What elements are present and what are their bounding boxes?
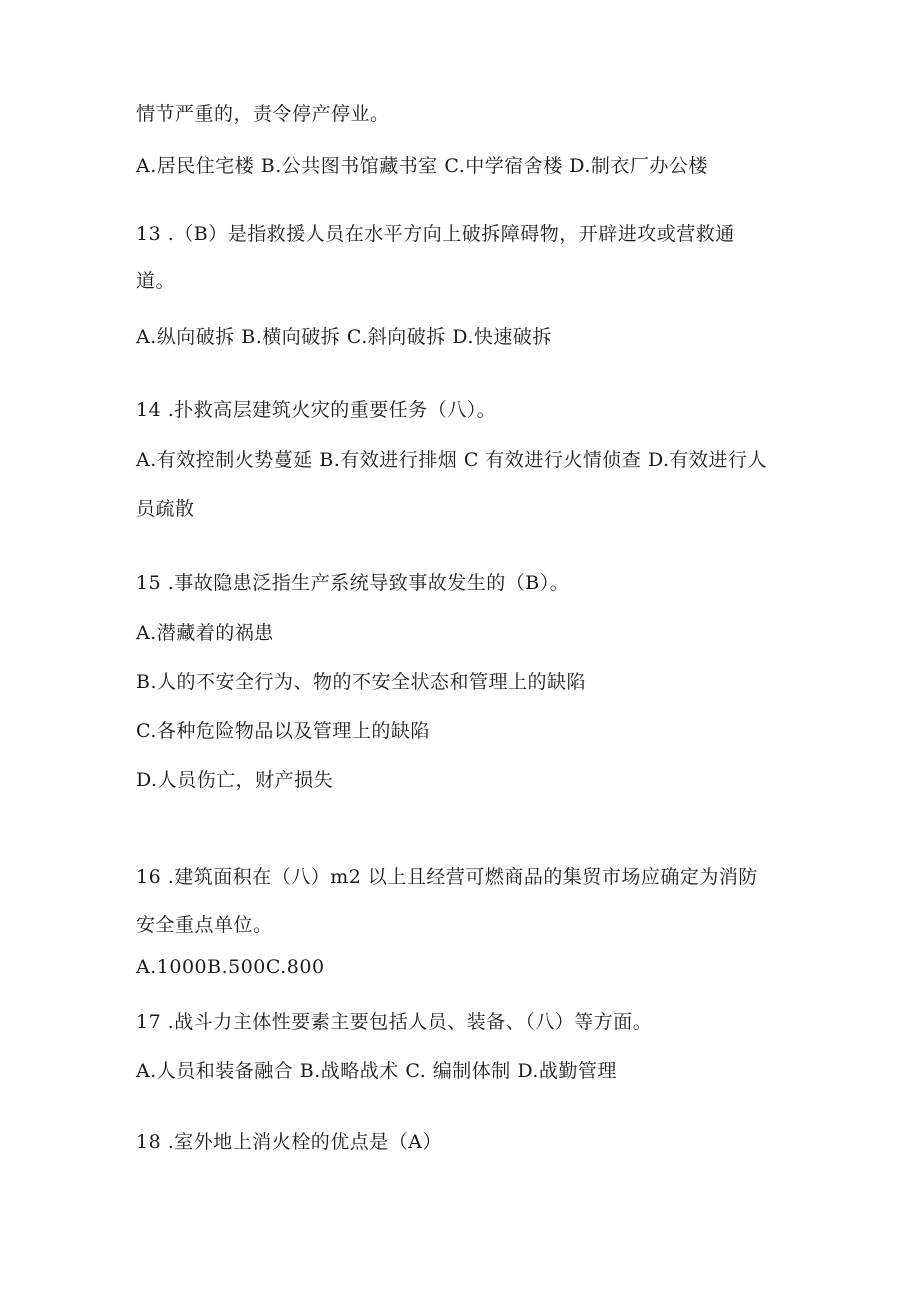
q12-options: A.居民住宅楼 B.公共图书馆藏书室 C.中学宿舍楼 D.制衣厂办公楼: [136, 155, 708, 177]
q15-option-a: A.潜藏着的祸患: [136, 622, 274, 644]
q18-stem: 18 .室外地上消火栓的优点是（A）: [136, 1131, 442, 1153]
q15-option-d: D.人员伤亡，财产损失: [136, 769, 334, 791]
q14-options: A.有效控制火势蔓延 B.有效进行排烟 C 有效进行火情侦查 D.有效进行人: [136, 449, 768, 471]
q14-stem: 14 .扑救高层建筑火灾的重要任务（八）。: [136, 399, 497, 421]
q16-stem-cont: 安全重点单位。: [136, 914, 273, 936]
q13-options: A.纵向破拆 B.横向破拆 C.斜向破拆 D.快速破拆: [136, 326, 552, 348]
q14-options-cont: 员疏散: [136, 498, 195, 520]
q16-stem: 16 .建筑面积在（八）m2 以上且经营可燃商品的集贸市场应确定为消防: [136, 866, 758, 888]
q17-stem: 17 .战斗力主体性要素主要包括人员、装备、（八）等方面。: [136, 1011, 653, 1033]
text-line-continuation: 情节严重的，责令停产停业。: [136, 103, 390, 125]
q15-option-b: B.人的不安全行为、物的不安全状态和管理上的缺陷: [136, 671, 587, 693]
q16-options: A.1000B.500C.800: [136, 956, 325, 978]
q13-stem-cont: 道。: [136, 270, 176, 292]
q15-stem: 15 .事故隐患泛指生产系统导致事故发生的（B）。: [136, 572, 570, 594]
q17-options: A.人员和装备融合 B.战略战术 C. 编制体制 D.战勤管理: [136, 1060, 617, 1082]
q15-option-c: C.各种危险物品以及管理上的缺陷: [136, 720, 430, 742]
q13-stem: 13 .（B）是指救援人员在水平方向上破拆障碍物，开辟进攻或营救通: [136, 223, 735, 245]
